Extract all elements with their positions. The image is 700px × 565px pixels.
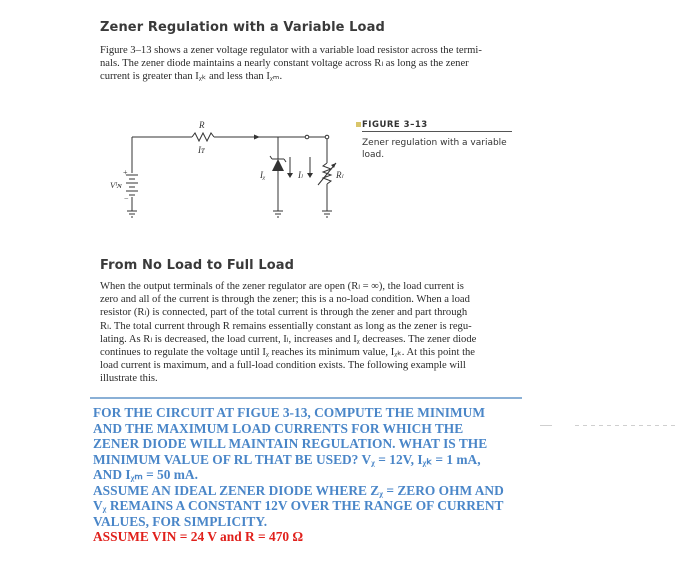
intro-line-3: current is greater than Iᵪₖ and less than Iᵪₘ. <box>100 71 283 83</box>
intro-line-1: Figure 3–13 shows a zener voltage regulator with a variable load resistor across the termi- <box>100 45 482 56</box>
load-line-4: Rₗ. The total current through R remains essentially constant as long as the zener is regu- <box>100 320 472 332</box>
question-line-8: VALUES, FOR SIMPLICITY. <box>93 513 268 529</box>
assume-line: ASSUME VIN = 24 V and R = 470 Ω <box>93 529 304 544</box>
question-line-3: ZENER DIODE WILL MAINTAIN REGULATION. WHAT IS THE <box>93 436 488 451</box>
question-line-2: AND THE MAXIMUM LOAD CURRENTS FOR WHICH THE <box>93 420 464 436</box>
figure-rule <box>362 131 512 132</box>
load-line-1: When the output terminals of the zener regulator are open (Rₗ = ∞), the load current is <box>100 281 464 292</box>
figure-caption-line-2: load. <box>362 150 385 160</box>
question-line-7: Vᵪ REMAINS A CONSTANT 12V OVER THE RANGE OF CURRENT <box>93 498 504 513</box>
figure-caption-line-1: Zener regulation with a variable <box>362 138 507 148</box>
figure-label: FIGURE 3–13 <box>362 120 428 130</box>
question-line-1: FOR THE CIRCUIT AT FIGUE 3-13, COMPUTE THE MINIMUM <box>93 405 485 420</box>
load-line-3: resistor (Rₗ) is connected, part of the total current is through the zener and part through <box>100 307 468 319</box>
load-line-5: lating. As Rₗ is decreased, the load current, Iₗ, increases and Iᵪ decreases. The zener diode <box>100 333 477 345</box>
question-line-4: MINIMUM VALUE OF RL THAT BE USED? Vᵪ = 12V, Iᵪₖ = 1 mA, <box>93 451 481 467</box>
minus-sign: − <box>124 194 129 203</box>
question-line-5: AND Iᵪₘ = 50 mA. <box>93 467 198 482</box>
side-dash-1 <box>540 425 552 426</box>
question-line-6: ASSUME AN IDEAL ZENER DIODE WHERE Zᵪ = ZERO OHM AND <box>93 482 504 498</box>
load-line-2: zero and all of the current is through the zener; this is a no-load condition. When a load <box>100 294 470 306</box>
section-title-no-load-full-load: From No Load to Full Load <box>100 258 295 273</box>
vin-label: Vᴵɴ <box>110 180 122 190</box>
question-divider <box>90 397 522 399</box>
section-title-zener-regulation: Zener Regulation with a Variable Load <box>100 20 385 35</box>
plus-sign: + <box>123 168 128 177</box>
intro-line-2: nals. The zener diode maintains a nearly constant voltage across Rₗ as long as the zener <box>100 58 469 70</box>
load-paragraph <box>100 280 476 386</box>
intro-paragraph <box>100 44 482 84</box>
total-current-label: Iᴛ <box>198 145 205 155</box>
side-dash-2 <box>575 425 675 426</box>
figure-caption <box>362 137 507 161</box>
zener-current-label: Iᵪ <box>260 170 266 180</box>
load-line-6: continues to regulate the voltage until Iᵪ reaches its minimum value, Iᵪₖ. At this point the <box>100 347 476 359</box>
question-block <box>93 405 504 545</box>
load-current-label: Iₗ <box>298 170 303 180</box>
load-line-8: illustrate this. <box>100 373 158 385</box>
load-line-7: load current is maximum, and a full-load condition exists. The following example will <box>100 360 466 372</box>
zener-regulator-circuit-diagram <box>110 115 350 225</box>
figure-marker <box>356 122 361 127</box>
resistor-label: R <box>199 120 205 130</box>
load-resistor-label: Rₗ <box>336 170 343 180</box>
